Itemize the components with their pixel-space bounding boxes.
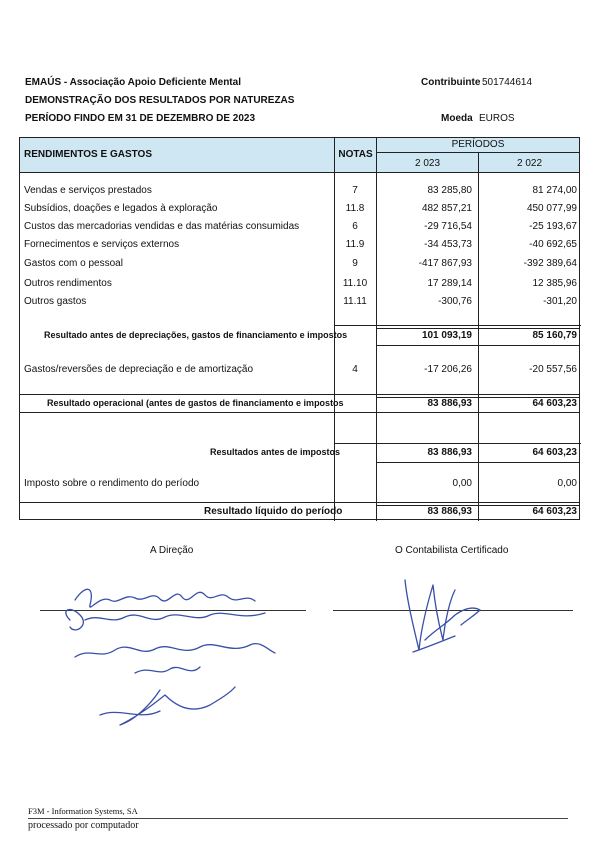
row-note: 9 — [352, 258, 358, 269]
subtotal-ebitda-current: 101 093,19 — [421, 330, 472, 341]
operating-result-previous: 64 603,23 — [532, 398, 577, 409]
row-value-previous: 81 274,00 — [532, 185, 577, 196]
income-tax-label: Imposto sobre o rendimento do período — [24, 478, 200, 489]
operating-result-current: 83 886,93 — [427, 398, 472, 409]
pretax-top-line — [334, 443, 581, 444]
row-note: 11.10 — [342, 278, 368, 289]
currency-label: Moeda — [441, 113, 473, 124]
col-header-label: RENDIMENTOS E GASTOS — [24, 149, 152, 160]
row-note: 11.11 — [343, 296, 367, 307]
direction-signatures-icon — [40, 565, 290, 735]
row-value-current: 83 285,80 — [427, 185, 472, 196]
footer-processed: processado por computador — [28, 820, 139, 831]
row-label: Outros rendimentos — [24, 278, 112, 289]
pretax-label: Resultados antes de impostos — [210, 447, 341, 457]
row-label: Outros gastos — [24, 296, 87, 307]
depreciation-current: -17 206,26 — [424, 364, 472, 375]
row-note: 11.8 — [345, 203, 365, 214]
pretax-bottom-line — [377, 462, 580, 463]
row-value-current: -29 716,54 — [424, 221, 472, 232]
row-value-current: 17 289,14 — [427, 278, 472, 289]
depreciation-note: 4 — [352, 364, 358, 375]
row-value-current: -417 867,93 — [418, 258, 472, 269]
net-result-label: Resultado líquido do período — [204, 506, 343, 517]
row-label: Custos das mercadorias vendidas e das matérias consumidas — [24, 221, 300, 232]
row-value-previous: -40 692,65 — [529, 239, 577, 250]
subtotal-ebitda-previous: 85 160,79 — [532, 330, 577, 341]
direction-label: A Direção — [150, 545, 194, 556]
periods-underline — [377, 152, 580, 153]
row-label: Fornecimentos e serviços externos — [24, 239, 180, 250]
subtotal-ebitda-top-line-2 — [377, 328, 580, 329]
row-value-previous: -25 193,67 — [529, 221, 577, 232]
operating-result-top-line — [20, 394, 580, 395]
income-tax-current: 0,00 — [452, 478, 472, 489]
col-header-year-current: 2 023 — [414, 158, 441, 169]
row-value-previous: -392 389,64 — [523, 258, 577, 269]
row-note: 7 — [352, 185, 358, 196]
header-bottom-line — [20, 172, 580, 173]
footer-company: F3M - Information Systems, SA — [28, 806, 138, 816]
depreciation-previous: -20 557,56 — [529, 364, 577, 375]
accountant-label: O Contabilista Certificado — [395, 545, 509, 556]
col-header-year-previous: 2 022 — [516, 158, 543, 169]
depreciation-label: Gastos/reversões de depreciação e de amortização — [24, 364, 254, 375]
income-tax-previous: 0,00 — [557, 478, 577, 489]
row-value-current: -34 453,73 — [424, 239, 472, 250]
row-label: Gastos com o pessoal — [24, 258, 123, 269]
net-result-previous: 64 603,23 — [532, 506, 577, 517]
subtotal-ebitda-bottom-line — [377, 345, 580, 346]
pretax-previous: 64 603,23 — [532, 447, 577, 458]
subtotal-ebitda-top-line — [334, 325, 581, 326]
contribuinte-label: Contribuinte — [421, 77, 481, 88]
row-label: Subsídios, doações e legados à exploração — [24, 203, 218, 214]
row-note: 6 — [352, 221, 358, 232]
entity-name: EMAÚS - Associação Apoio Deficiente Mental — [25, 77, 241, 88]
row-value-previous: 450 077,99 — [526, 203, 577, 214]
operating-result-bottom-line — [20, 412, 580, 413]
row-value-current: 482 857,21 — [421, 203, 472, 214]
period-title: PERÍODO FINDO EM 31 DE DEZEMBRO DE 2023 — [25, 113, 256, 124]
row-label: Vendas e serviços prestados — [24, 185, 152, 196]
pretax-current: 83 886,93 — [427, 447, 472, 458]
row-value-previous: 12 385,96 — [532, 278, 577, 289]
contribuinte-value: 501744614 — [482, 77, 533, 88]
row-value-previous: -301,20 — [543, 296, 577, 307]
accountant-signature-icon — [395, 570, 495, 665]
net-result-top-line — [20, 502, 580, 503]
subtotal-ebitda-label: Resultado antes de depreciações, gastos de financiamento e impostos — [44, 330, 348, 340]
col-header-periodos: PERÍODOS — [451, 139, 505, 150]
footer-line — [28, 818, 568, 819]
net-result-current: 83 886,93 — [427, 506, 472, 517]
statement-title: DEMONSTRAÇÃO DOS RESULTADOS POR NATUREZAS — [25, 95, 295, 106]
col-header-notas: NOTAS — [338, 149, 373, 160]
income-statement-table — [19, 137, 580, 520]
row-value-current: -300,76 — [438, 296, 472, 307]
row-note: 11.9 — [345, 239, 365, 250]
currency-value: EUROS — [479, 113, 515, 124]
divider-years — [478, 152, 479, 521]
operating-result-label: Resultado operacional (antes de gastos de financiamento e impostos — [47, 398, 344, 408]
